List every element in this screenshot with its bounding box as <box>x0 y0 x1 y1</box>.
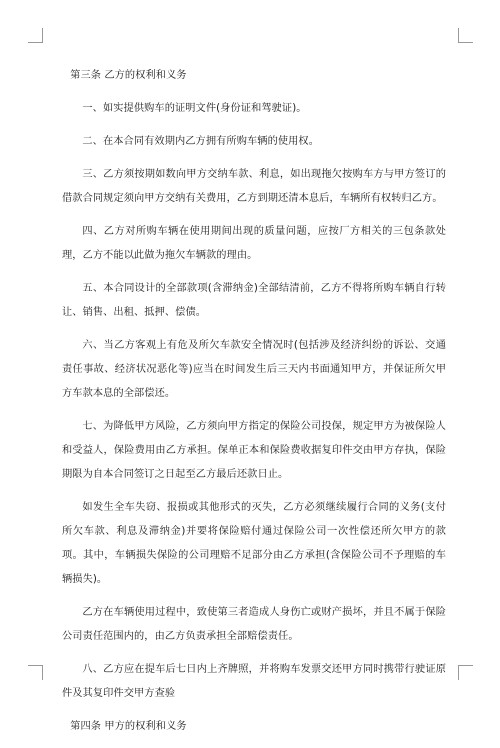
clause-1: 一、如实提供购车的证明文件(身份证和驾驶证)。 <box>82 103 307 114</box>
crop-mark-bottom-left <box>28 665 43 680</box>
clause-7-loss: 如发生全车失窃、报损或其他形式的灭失，乙方必须继续履行合同的义务(支付所欠车款、利息及滞纳金)并要将保险赔付通过保险公司一次性偿还所欠甲方的款项。其中，车辆损失保险的公司理赔不足部分由乙方承担(含保险公司不予理赔的车辆损失)。 <box>62 502 446 585</box>
clause-3: 三、乙方须按期如数向甲方交纳车款、利息，如出现拖欠按购车方与甲方签订的借款合同规定须向甲方交纳有关费用，乙方到期还清本息后，车辆所有权转归乙方。 <box>62 169 446 204</box>
crop-mark-bottom-right <box>458 665 473 680</box>
clause-5: 五、本合同设计的全部款项(含滞纳金)全部结清前，乙方不得将所购车辆自行转让、销售、出租、抵押、偿债。 <box>62 283 446 318</box>
crop-mark-top-right <box>458 28 473 43</box>
clause-4: 四、乙方对所购车辆在使用期间出现的质量问题，应按厂方相关的三包条款处理，乙方不能以此做为拖欠车辆款的理由。 <box>62 226 446 261</box>
clause-7: 七、为降低甲方风险，乙方须向甲方指定的保险公司投保，规定甲方为被保险人和受益人，保险费用由乙方承担。保单正本和保险费收据复印件交由甲方存执，保险期限为自本合同签订之日起至乙方最后还款日止。 <box>62 421 446 480</box>
clause-2: 二、在本合同有效期内乙方拥有所购车辆的使用权。 <box>82 136 320 147</box>
section-3-heading: 第三条 乙方的权利和义务 <box>70 70 187 81</box>
clause-6: 六、当乙方客观上有危及所欠车款安全情况时(包括涉及经济纠纷的诉讼、交通责任事故、经济状况恶化等)应当在时间发生后三天内书面通知甲方，并保证所欠甲方车款本息的全部偿还。 <box>62 340 446 399</box>
clause-8: 八、乙方应在提车后七日内上齐牌照，并将购车发票交还甲方同时携带行驶证原件及其复印件交甲方查验 <box>62 664 446 699</box>
clause-7-third-party: 乙方在车辆使用过程中，致使第三者造成人身伤亡或财产损坏，并且不属于保险公司责任范围内的，由乙方负责承担全部赔偿责任。 <box>62 607 446 642</box>
crop-mark-top-left <box>28 28 43 43</box>
document-body <box>62 64 446 748</box>
section-4-heading: 第四条 甲方的权利和义务 <box>70 721 187 732</box>
